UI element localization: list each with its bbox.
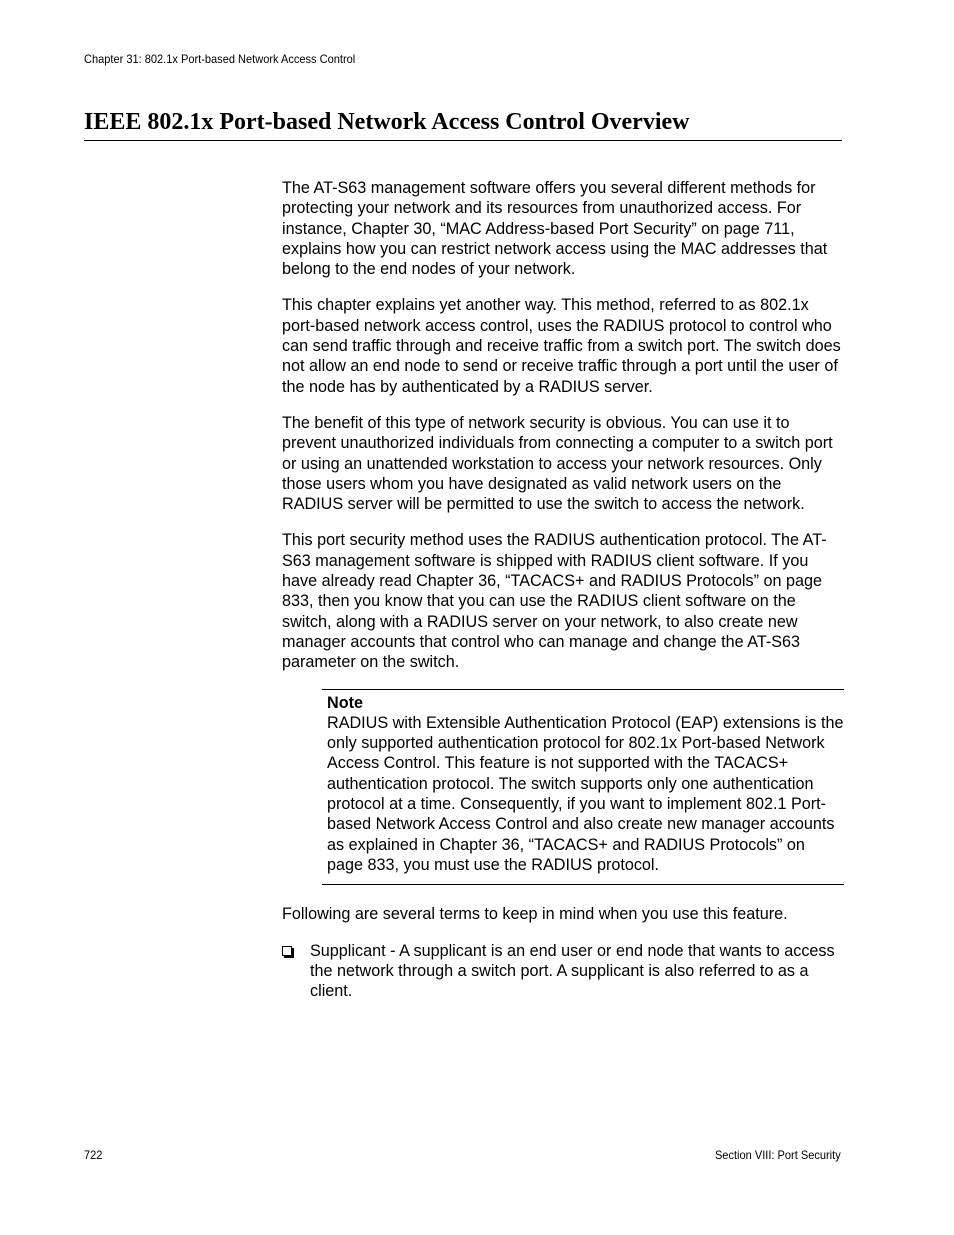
paragraph-method: This chapter explains yet another way. This method, referred to as 802.1x port-based network access control, uses the RADIUS protocol to control who can send traffic through and receive traffic from a switch port. The switch does not allow an end node to send or receive traffic through a port until the user of the node has by authenticated by a RADIUS server.: [282, 296, 841, 396]
term-supplicant: Supplicant - A supplicant is an end user or end node that wants to access the network through a switch port. A supplicant is also referred to as a client.: [310, 941, 835, 1001]
note-title: Note: [327, 693, 363, 712]
paragraph-intro: The AT-S63 management software offers you several different methods for protecting your network and its resources from unauthorized access. For instance, Chapter 30, “MAC Address-based Port Security” on page 711, explains how you can restrict network access using the MAC addresses that belong to the end nodes of your network.: [282, 179, 828, 279]
note-text: RADIUS with Extensible Authentication Protocol (EAP) extensions is the only supported authentication protocol for 802.1x Port-based Network Access Control. This feature is not supported with the TACACS+ authentication protocol. The switch supports only one authentication protocol at a time. Consequently, if you want to implement 802.1 Port-based Network Access Control and also create new manager accounts as explained in Chapter 36, “TACACS+ and RADIUS Protocols” on page 833, you must use the RADIUS protocol.: [327, 713, 844, 874]
body-column: [282, 178, 844, 1001]
checkbox-bullet-icon: [282, 946, 292, 956]
running-header: Chapter 31: 802.1x Port-based Network Access Control: [84, 52, 356, 66]
page-number: 722: [84, 1148, 103, 1162]
paragraph-radius: This port security method uses the RADIUS authentication protocol. The AT-S63 management software is shipped with RADIUS client software. If you have already read Chapter 36, “TACACS+ and RADIUS Protocols” on page 833, then you know that you can use the RADIUS client software on the switch, along with a RADIUS server on your network, to also create new manager accounts that control who can manage and change the AT-S63 parameter on the switch.: [282, 531, 827, 672]
footer-section: Section VIII: Port Security: [715, 1148, 841, 1162]
note-block: [322, 689, 844, 886]
list-item: [282, 941, 844, 1002]
paragraph-benefit: The benefit of this type of network security is obvious. You can use it to prevent unauthorized individuals from connecting a computer to a switch port or using an unattended workstation to access your network resources. Only those users whom you have designated as valid network users on the RADIUS server will be permitted to use the switch to access the network.: [282, 413, 833, 514]
terms-intro: Following are several terms to keep in mind when you use this feature.: [282, 905, 788, 924]
title-rule: [84, 140, 842, 141]
term-list: [282, 941, 844, 1002]
page-title: IEEE 802.1x Port-based Network Access Control Overview: [84, 109, 690, 135]
